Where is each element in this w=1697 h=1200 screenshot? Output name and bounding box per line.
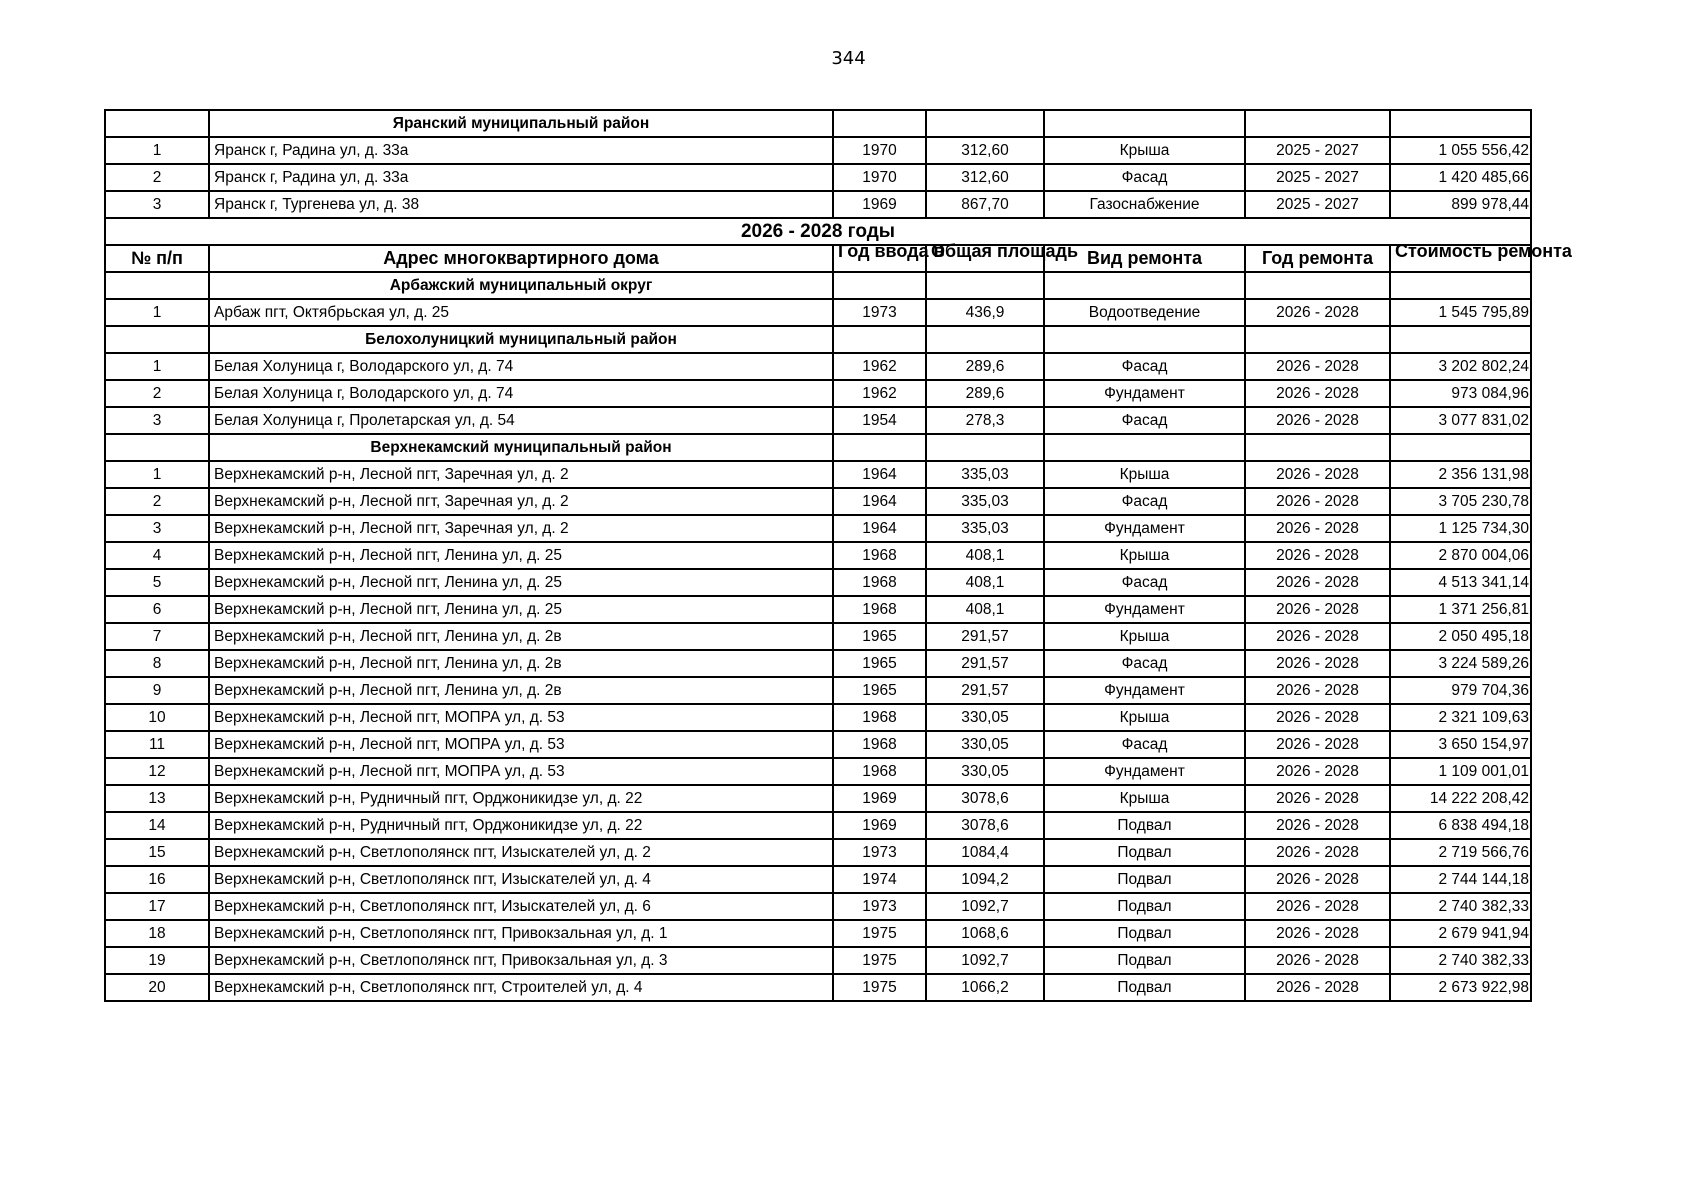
area-cell: 289,6 <box>926 353 1044 380</box>
address-cell: Верхнекамский р-н, Светлополянск пгт, Изыскателей ул, д. 6 <box>209 893 833 920</box>
area-cell: 408,1 <box>926 542 1044 569</box>
table-row <box>105 353 1531 380</box>
repair-type-cell: Крыша <box>1044 623 1245 650</box>
year-built-cell: 1968 <box>833 731 926 758</box>
row-number: 18 <box>105 920 209 947</box>
repair-year-cell: 2026 - 2028 <box>1245 974 1390 1001</box>
table-row <box>105 380 1531 407</box>
address-cell: Верхнекамский р-н, Лесной пгт, Ленина ул, д. 25 <box>209 569 833 596</box>
repair-type-cell: Водоотведение <box>1044 299 1245 326</box>
repair-year-cell: 2026 - 2028 <box>1245 731 1390 758</box>
table-row <box>105 731 1531 758</box>
year-built-cell: 1954 <box>833 407 926 434</box>
cost-cell: 3 705 230,78 <box>1390 488 1531 515</box>
table-row <box>105 839 1531 866</box>
address-cell: Яранск г, Радина ул, д. 33а <box>209 137 833 164</box>
address-cell: Яранск г, Радина ул, д. 33а <box>209 164 833 191</box>
repair-year-cell: 2026 - 2028 <box>1245 650 1390 677</box>
empty-cell <box>1390 110 1531 137</box>
repair-year-cell: 2026 - 2028 <box>1245 839 1390 866</box>
address-cell: Верхнекамский р-н, Лесной пгт, МОПРА ул, д. 53 <box>209 758 833 785</box>
address-cell: Белая Холуница г, Пролетарская ул, д. 54 <box>209 407 833 434</box>
table-row <box>105 488 1531 515</box>
repair-type-cell: Газоснабжение <box>1044 191 1245 218</box>
cost-cell: 3 202 802,24 <box>1390 353 1531 380</box>
year-built-cell: 1970 <box>833 164 926 191</box>
year-built-cell: 1962 <box>833 353 926 380</box>
empty-cell <box>1390 434 1531 461</box>
row-number: 2 <box>105 164 209 191</box>
table-row <box>105 515 1531 542</box>
cost-cell: 3 077 831,02 <box>1390 407 1531 434</box>
cost-cell: 2 870 004,06 <box>1390 542 1531 569</box>
table-row <box>105 650 1531 677</box>
repair-type-cell: Подвал <box>1044 920 1245 947</box>
row-number: 16 <box>105 866 209 893</box>
row-number: 2 <box>105 380 209 407</box>
cost-cell: 2 719 566,76 <box>1390 839 1531 866</box>
repair-year-cell: 2026 - 2028 <box>1245 947 1390 974</box>
area-cell: 1068,6 <box>926 920 1044 947</box>
address-cell: Верхнекамский р-н, Лесной пгт, Заречная ул, д. 2 <box>209 461 833 488</box>
empty-cell <box>833 434 926 461</box>
year-built-cell: 1964 <box>833 488 926 515</box>
empty-cell <box>833 326 926 353</box>
year-built-cell: 1970 <box>833 137 926 164</box>
cost-cell: 6 838 494,18 <box>1390 812 1531 839</box>
cost-cell: 1 055 556,42 <box>1390 137 1531 164</box>
year-built-cell: 1968 <box>833 542 926 569</box>
district-row <box>105 434 1531 461</box>
row-number: 9 <box>105 677 209 704</box>
repair-type-cell: Подвал <box>1044 974 1245 1001</box>
repair-type-cell: Фасад <box>1044 650 1245 677</box>
address-cell: Верхнекамский р-н, Лесной пгт, Заречная ул, д. 2 <box>209 488 833 515</box>
address-cell: Верхнекамский р-н, Лесной пгт, Ленина ул, д. 2в <box>209 650 833 677</box>
address-cell: Белая Холуница г, Володарского ул, д. 74 <box>209 380 833 407</box>
empty-cell <box>105 110 209 137</box>
table-row <box>105 974 1531 1001</box>
year-built-cell: 1973 <box>833 839 926 866</box>
header-row <box>105 245 1531 272</box>
table-row <box>105 569 1531 596</box>
year-built-cell: 1962 <box>833 380 926 407</box>
repair-year-cell: 2026 - 2028 <box>1245 704 1390 731</box>
area-cell: 1066,2 <box>926 974 1044 1001</box>
empty-cell <box>833 110 926 137</box>
cost-cell: 1 109 001,01 <box>1390 758 1531 785</box>
table-row <box>105 542 1531 569</box>
header-area-text: Общая площадь <box>931 241 1079 261</box>
area-cell: 330,05 <box>926 704 1044 731</box>
area-cell: 330,05 <box>926 758 1044 785</box>
area-cell: 291,57 <box>926 677 1044 704</box>
repair-type-cell: Фасад <box>1044 569 1245 596</box>
table-row <box>105 623 1531 650</box>
repair-type-cell: Фасад <box>1044 407 1245 434</box>
repair-year-cell: 2026 - 2028 <box>1245 488 1390 515</box>
repair-type-cell: Фасад <box>1044 353 1245 380</box>
table-row <box>105 191 1531 218</box>
repair-type-cell: Фасад <box>1044 488 1245 515</box>
table-row <box>105 785 1531 812</box>
area-cell: 408,1 <box>926 569 1044 596</box>
table-row <box>105 461 1531 488</box>
cost-cell: 4 513 341,14 <box>1390 569 1531 596</box>
year-built-cell: 1964 <box>833 515 926 542</box>
header-address: Адрес многоквартирного дома <box>209 245 833 272</box>
row-number: 10 <box>105 704 209 731</box>
district-row <box>105 326 1531 353</box>
cost-cell: 973 084,96 <box>1390 380 1531 407</box>
page-number: 344 <box>831 48 866 69</box>
address-cell: Верхнекамский р-н, Лесной пгт, Ленина ул, д. 2в <box>209 677 833 704</box>
repair-year-cell: 2026 - 2028 <box>1245 515 1390 542</box>
cost-cell: 2 740 382,33 <box>1390 893 1531 920</box>
address-cell: Верхнекамский р-н, Лесной пгт, Ленина ул, д. 25 <box>209 542 833 569</box>
empty-cell <box>926 110 1044 137</box>
year-built-cell: 1969 <box>833 191 926 218</box>
row-number: 2 <box>105 488 209 515</box>
address-cell: Верхнекамский р-н, Лесной пгт, МОПРА ул, д. 53 <box>209 704 833 731</box>
address-cell: Верхнекамский р-н, Светлополянск пгт, Строителей ул, д. 4 <box>209 974 833 1001</box>
row-number: 6 <box>105 596 209 623</box>
cost-cell: 899 978,44 <box>1390 191 1531 218</box>
year-built-cell: 1975 <box>833 947 926 974</box>
cost-cell: 2 673 922,98 <box>1390 974 1531 1001</box>
repair-type-cell: Фундамент <box>1044 677 1245 704</box>
year-built-cell: 1968 <box>833 758 926 785</box>
repair-type-cell: Подвал <box>1044 893 1245 920</box>
row-number: 11 <box>105 731 209 758</box>
repair-type-cell: Фундамент <box>1044 596 1245 623</box>
empty-cell <box>1044 326 1245 353</box>
area-cell: 291,57 <box>926 650 1044 677</box>
area-cell: 312,60 <box>926 164 1044 191</box>
district-name: Арбажский муниципальный округ <box>209 272 833 299</box>
cost-cell: 2 744 144,18 <box>1390 866 1531 893</box>
repair-registry-table <box>104 109 1572 1002</box>
area-cell: 312,60 <box>926 137 1044 164</box>
year-built-cell: 1969 <box>833 812 926 839</box>
district-name: Яранский муниципальный район <box>209 110 833 137</box>
year-built-cell: 1974 <box>833 866 926 893</box>
empty-cell <box>926 272 1044 299</box>
empty-cell <box>1245 434 1390 461</box>
row-number: 19 <box>105 947 209 974</box>
repair-year-cell: 2026 - 2028 <box>1245 407 1390 434</box>
empty-cell <box>833 272 926 299</box>
year-built-cell: 1969 <box>833 785 926 812</box>
table-row <box>105 947 1531 974</box>
table-row <box>105 164 1531 191</box>
empty-cell <box>1245 272 1390 299</box>
period-title-row <box>105 218 1531 245</box>
repair-year-cell: 2026 - 2028 <box>1245 299 1390 326</box>
repair-type-cell: Крыша <box>1044 461 1245 488</box>
area-cell: 335,03 <box>926 515 1044 542</box>
cost-cell: 1 125 734,30 <box>1390 515 1531 542</box>
cost-cell: 3 224 589,26 <box>1390 650 1531 677</box>
row-number: 7 <box>105 623 209 650</box>
address-cell: Белая Холуница г, Володарского ул, д. 74 <box>209 353 833 380</box>
row-number: 4 <box>105 542 209 569</box>
header-area <box>926 241 1079 272</box>
empty-cell <box>105 434 209 461</box>
year-built-cell: 1965 <box>833 677 926 704</box>
year-built-cell: 1965 <box>833 650 926 677</box>
repair-type-cell: Подвал <box>1044 947 1245 974</box>
year-built-cell: 1975 <box>833 920 926 947</box>
empty-cell <box>1044 272 1245 299</box>
repair-year-cell: 2026 - 2028 <box>1245 380 1390 407</box>
area-cell: 291,57 <box>926 623 1044 650</box>
empty-cell <box>926 326 1044 353</box>
year-built-cell: 1965 <box>833 623 926 650</box>
repair-type-cell: Крыша <box>1044 785 1245 812</box>
area-cell: 1084,4 <box>926 839 1044 866</box>
address-cell: Верхнекамский р-н, Рудничный пгт, Орджоникидзе ул, д. 22 <box>209 812 833 839</box>
table-row <box>105 866 1531 893</box>
row-number: 1 <box>105 137 209 164</box>
repair-year-cell: 2025 - 2027 <box>1245 191 1390 218</box>
table-row <box>105 677 1531 704</box>
table-row <box>105 137 1531 164</box>
area-cell: 330,05 <box>926 731 1044 758</box>
repair-type-cell: Подвал <box>1044 866 1245 893</box>
repair-type-cell: Фасад <box>1044 164 1245 191</box>
repair-year-cell: 2025 - 2027 <box>1245 137 1390 164</box>
empty-cell <box>1044 110 1245 137</box>
row-number: 14 <box>105 812 209 839</box>
address-cell: Верхнекамский р-н, Светлополянск пгт, Привокзальная ул, д. 1 <box>209 920 833 947</box>
repair-year-cell: 2026 - 2028 <box>1245 596 1390 623</box>
row-number: 3 <box>105 515 209 542</box>
row-number: 1 <box>105 461 209 488</box>
header-cost <box>1390 241 1572 272</box>
repair-type-cell: Крыша <box>1044 704 1245 731</box>
area-cell: 1094,2 <box>926 866 1044 893</box>
table-row <box>105 812 1531 839</box>
district-name: Белохолуницкий муниципальный район <box>209 326 833 353</box>
district-row <box>105 110 1531 137</box>
repair-type-cell: Фундамент <box>1044 380 1245 407</box>
header-year-built <box>833 241 945 272</box>
table-row <box>105 407 1531 434</box>
address-cell: Верхнекамский р-н, Светлополянск пгт, Изыскателей ул, д. 2 <box>209 839 833 866</box>
cost-cell: 1 545 795,89 <box>1390 299 1531 326</box>
repair-year-cell: 2026 - 2028 <box>1245 461 1390 488</box>
empty-cell <box>1390 326 1531 353</box>
repair-type-cell: Фасад <box>1044 731 1245 758</box>
address-cell: Арбаж пгт, Октябрьская ул, д. 25 <box>209 299 833 326</box>
cost-cell: 1 371 256,81 <box>1390 596 1531 623</box>
address-cell: Верхнекамский р-н, Рудничный пгт, Орджоникидзе ул, д. 22 <box>209 785 833 812</box>
year-built-cell: 1964 <box>833 461 926 488</box>
repair-year-cell: 2025 - 2027 <box>1245 164 1390 191</box>
period-title: 2026 - 2028 годы <box>105 218 1531 245</box>
year-built-cell: 1968 <box>833 704 926 731</box>
year-built-cell: 1968 <box>833 596 926 623</box>
address-cell: Яранск г, Тургенева ул, д. 38 <box>209 191 833 218</box>
row-number: 17 <box>105 893 209 920</box>
address-cell: Верхнекамский р-н, Лесной пгт, Заречная ул, д. 2 <box>209 515 833 542</box>
cost-cell: 2 740 382,33 <box>1390 947 1531 974</box>
district-name: Верхнекамский муниципальный район <box>209 434 833 461</box>
area-cell: 3078,6 <box>926 812 1044 839</box>
repair-year-cell: 2026 - 2028 <box>1245 542 1390 569</box>
row-number: 15 <box>105 839 209 866</box>
header-repair-year: Год ремонта <box>1245 245 1390 272</box>
empty-cell <box>1044 434 1245 461</box>
repair-year-cell: 2026 - 2028 <box>1245 623 1390 650</box>
cost-cell: 1 420 485,66 <box>1390 164 1531 191</box>
repair-type-cell: Крыша <box>1044 137 1245 164</box>
table-row <box>105 596 1531 623</box>
repair-year-cell: 2026 - 2028 <box>1245 569 1390 596</box>
address-cell: Верхнекамский р-н, Лесной пгт, Ленина ул, д. 2в <box>209 623 833 650</box>
header-num: № п/п <box>105 245 209 272</box>
repair-year-cell: 2026 - 2028 <box>1245 785 1390 812</box>
cost-cell: 2 356 131,98 <box>1390 461 1531 488</box>
row-number: 5 <box>105 569 209 596</box>
empty-cell <box>105 326 209 353</box>
area-cell: 867,70 <box>926 191 1044 218</box>
area-cell: 3078,6 <box>926 785 1044 812</box>
area-cell: 335,03 <box>926 488 1044 515</box>
repair-year-cell: 2026 - 2028 <box>1245 353 1390 380</box>
table-row <box>105 299 1531 326</box>
empty-cell <box>105 272 209 299</box>
row-number: 1 <box>105 353 209 380</box>
repair-year-cell: 2026 - 2028 <box>1245 893 1390 920</box>
header-repair-type: Вид ремонта <box>1044 245 1245 272</box>
year-built-cell: 1973 <box>833 299 926 326</box>
table-row <box>105 704 1531 731</box>
table-body <box>105 110 1572 1001</box>
repair-year-cell: 2026 - 2028 <box>1245 812 1390 839</box>
cost-cell: 3 650 154,97 <box>1390 731 1531 758</box>
address-cell: Верхнекамский р-н, Светлополянск пгт, Изыскателей ул, д. 4 <box>209 866 833 893</box>
area-cell: 408,1 <box>926 596 1044 623</box>
row-number: 3 <box>105 407 209 434</box>
header-year-built-text: Год ввода в <box>838 241 945 261</box>
year-built-cell: 1973 <box>833 893 926 920</box>
repair-year-cell: 2026 - 2028 <box>1245 920 1390 947</box>
repair-year-cell: 2026 - 2028 <box>1245 677 1390 704</box>
empty-cell <box>926 434 1044 461</box>
area-cell: 335,03 <box>926 461 1044 488</box>
year-built-cell: 1975 <box>833 974 926 1001</box>
empty-cell <box>1390 272 1531 299</box>
empty-cell <box>1245 110 1390 137</box>
area-cell: 289,6 <box>926 380 1044 407</box>
cost-cell: 979 704,36 <box>1390 677 1531 704</box>
header-cost-text: Стоимость ремонта <box>1395 241 1572 261</box>
year-built-cell: 1968 <box>833 569 926 596</box>
repair-type-cell: Подвал <box>1044 839 1245 866</box>
address-cell: Верхнекамский р-н, Лесной пгт, Ленина ул, д. 25 <box>209 596 833 623</box>
row-number: 20 <box>105 974 209 1001</box>
row-number: 12 <box>105 758 209 785</box>
table-row <box>105 758 1531 785</box>
repair-year-cell: 2026 - 2028 <box>1245 758 1390 785</box>
table-row <box>105 920 1531 947</box>
repair-type-cell: Крыша <box>1044 542 1245 569</box>
cost-cell: 14 222 208,42 <box>1390 785 1531 812</box>
table-row <box>105 893 1531 920</box>
row-number: 3 <box>105 191 209 218</box>
row-number: 1 <box>105 299 209 326</box>
repair-year-cell: 2026 - 2028 <box>1245 866 1390 893</box>
district-row <box>105 272 1531 299</box>
repair-type-cell: Подвал <box>1044 812 1245 839</box>
cost-cell: 2 321 109,63 <box>1390 704 1531 731</box>
row-number: 8 <box>105 650 209 677</box>
address-cell: Верхнекамский р-н, Светлополянск пгт, Привокзальная ул, д. 3 <box>209 947 833 974</box>
address-cell: Верхнекамский р-н, Лесной пгт, МОПРА ул, д. 53 <box>209 731 833 758</box>
area-cell: 278,3 <box>926 407 1044 434</box>
cost-cell: 2 050 495,18 <box>1390 623 1531 650</box>
cost-cell: 2 679 941,94 <box>1390 920 1531 947</box>
empty-cell <box>1245 326 1390 353</box>
area-cell: 1092,7 <box>926 893 1044 920</box>
area-cell: 436,9 <box>926 299 1044 326</box>
row-number: 13 <box>105 785 209 812</box>
area-cell: 1092,7 <box>926 947 1044 974</box>
repair-type-cell: Фундамент <box>1044 515 1245 542</box>
repair-type-cell: Фундамент <box>1044 758 1245 785</box>
